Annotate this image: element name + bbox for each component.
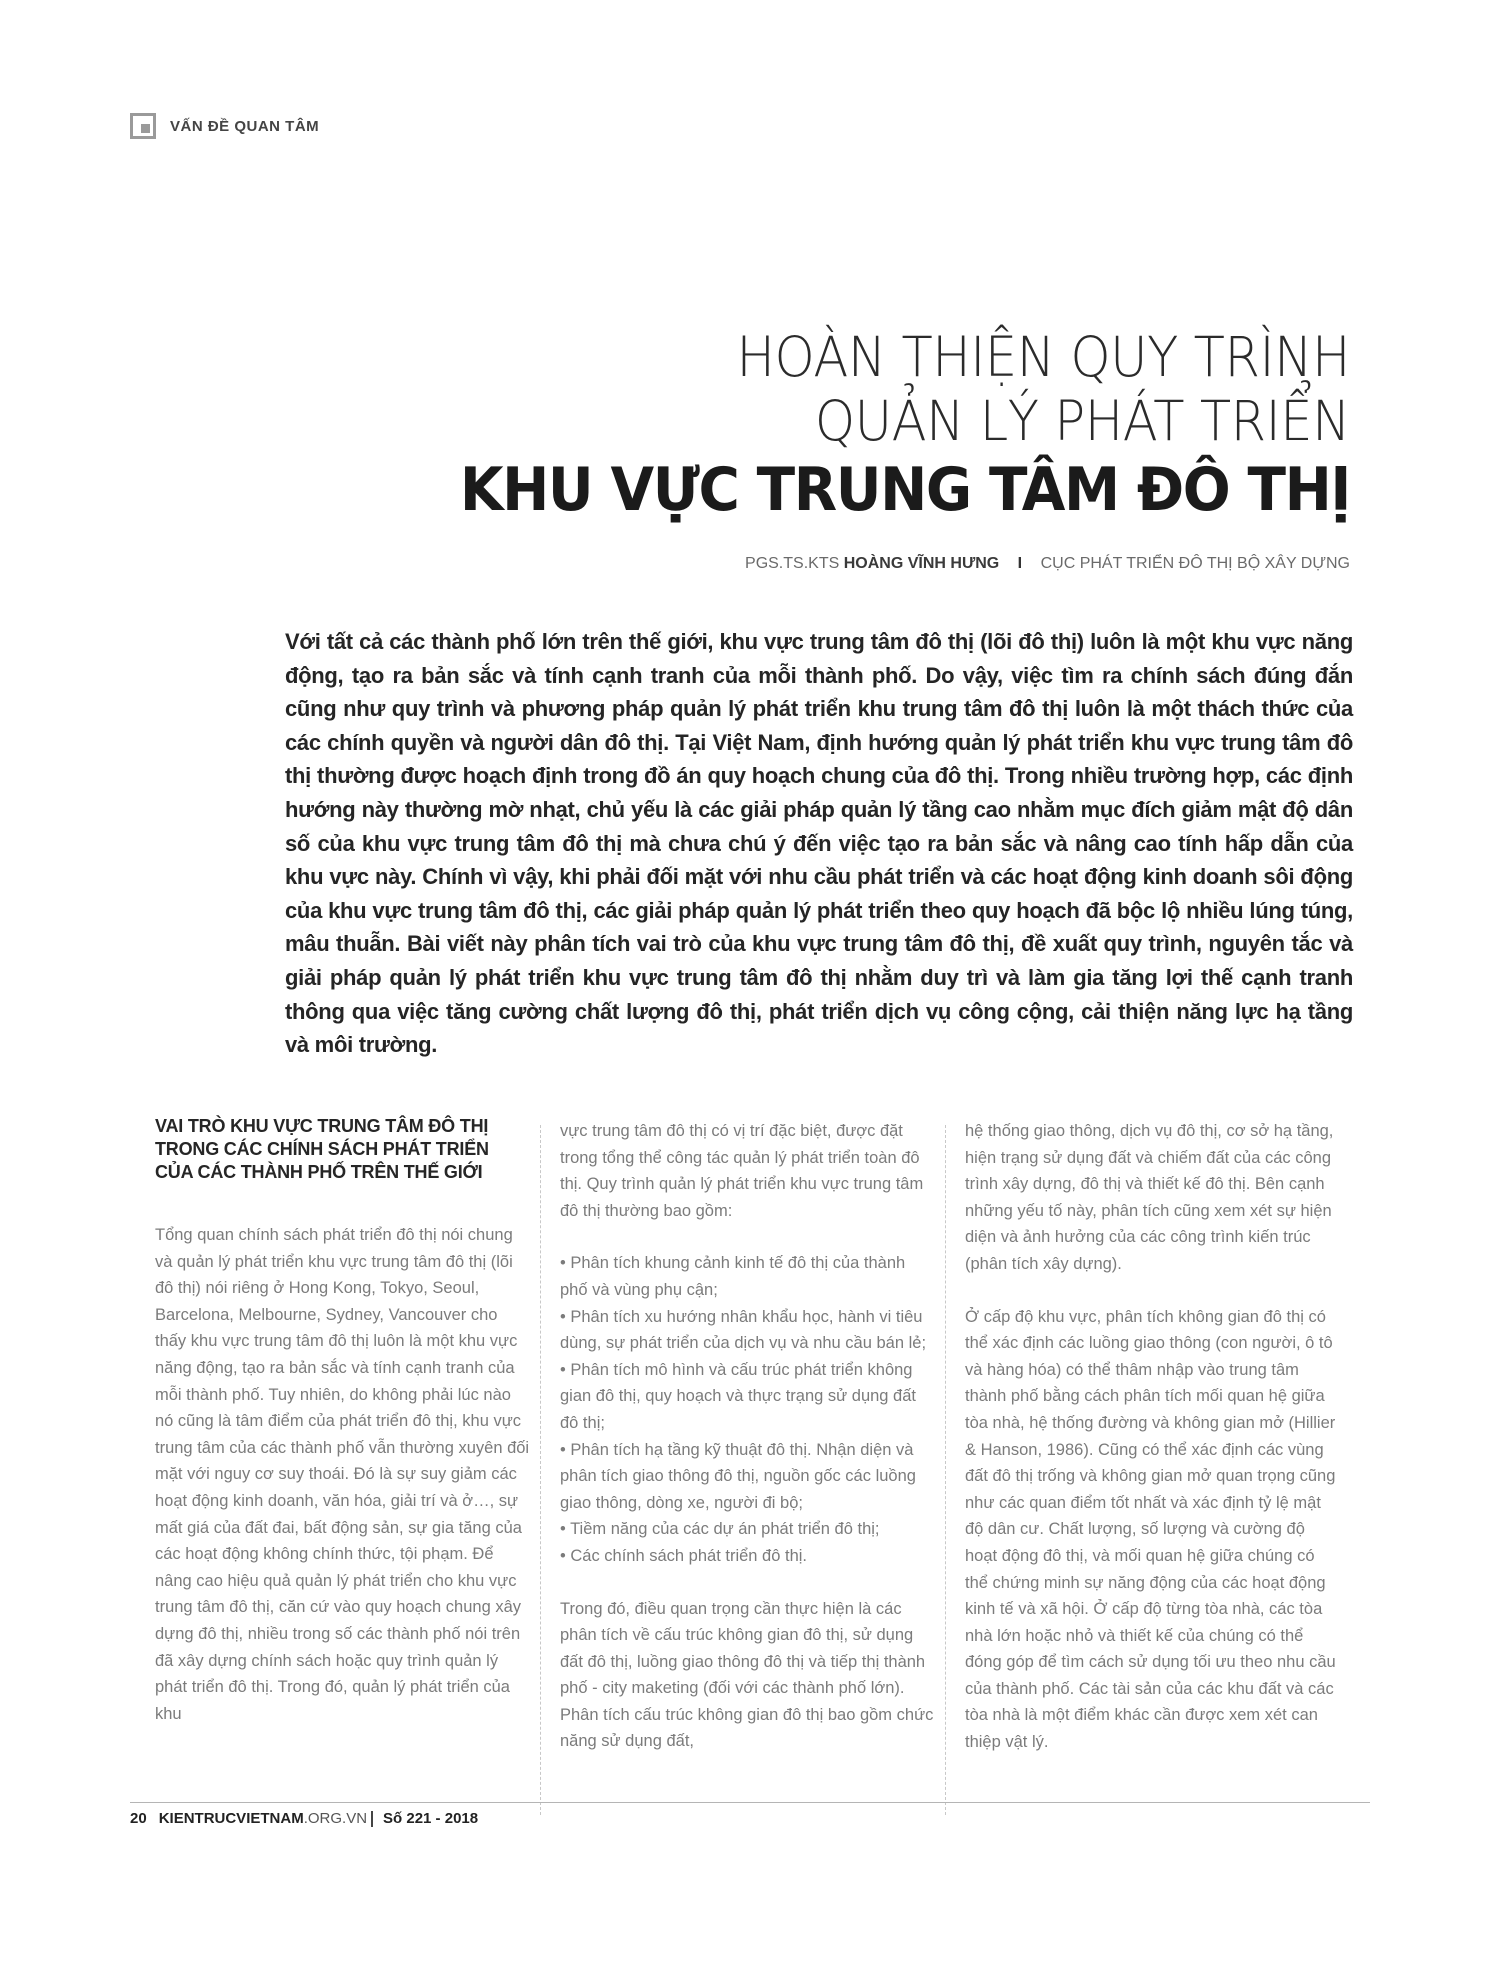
body-column-3: [965, 1118, 1340, 1782]
bullet-item: • Phân tích xu hướng nhân khẩu học, hành vi tiêu dùng, sự phát triển của dịch vụ và nhu cầu bán lẻ;: [560, 1307, 927, 1353]
section-label: VẤN ĐỀ QUAN TÂM: [170, 117, 320, 135]
issue-number: Số 221 - 2018: [383, 1810, 479, 1827]
footer-rule: [130, 1802, 1370, 1803]
magazine-logo-icon: [130, 113, 156, 139]
brand-domain: .ORG.VN: [303, 1810, 368, 1827]
article-title: [403, 325, 1350, 527]
body-paragraph: Tổng quan chính sách phát triển đô thị nói chung và quản lý phát triển khu vực trung tâm đô thị (lõi đô thị) nói riêng ở Hong Kong, Tokyo, Seoul, Barcelona, Melbourne, Sydney, Vancouver cho thấy khu vực trung tâm đô thị luôn là một khu vực năng động, tạo ra bản sắc và tính cạnh tranh của mỗi thành phố. Tuy nhiên, do không phải lúc nào nó cũng là tâm điểm của phát triển đô thị, khu vực trung tâm của các thành phố vẫn thường xuyên đối mặt với nguy cơ suy thoái. Đó là sự suy giảm các hoạt động kinh doanh, văn hóa, giải trí và ở…, sự mất giá của đất đai, bất động sản, sự gia tăng của các hoạt động không chính thức, tội phạm. Để nâng cao hiệu quả quản lý phát triển cho khu vực trung tâm đô thị, căn cứ vào quy hoạch chung xây dựng đô thị, nhiều trong số các thành phố nói trên đã xây dựng chính sách hoặc quy trình quản lý phát triển đô thị. Trong đó, quản lý phát triển của khu: [155, 1226, 530, 1723]
title-line-3: KHU VỰC TRUNG TÂM ĐÔ THỊ: [459, 455, 1350, 525]
bullet-list: [560, 1250, 935, 1569]
body-column-1: [155, 1115, 530, 1753]
body-paragraph: vực trung tâm đô thị có vị trí đặc biệt, được đặt trong tổng thể công tác quản lý phát triển toàn đô thị. Quy trình quản lý phát triển khu vực trung tâm đô thị thường bao gồm:: [560, 1122, 924, 1220]
body-paragraph: Ở cấp độ khu vực, phân tích không gian đô thị có thể xác định các luồng giao thông (con người, ô tô và hàng hóa) có thể thâm nhập vào trung tâm thành phố bằng cách phân tích mối quan hệ giữa tòa nhà, hệ thống đường và không gian mở (Hillier & Hanson, 1986). Cũng có thể xác định các vùng đất đô thị trống và không gian mở quan trọng cũng như các quan điểm tốt nhất và xác định tỷ lệ mật độ dân cư. Chất lượng, số lượng và cường độ hoạt động đô thị, và mối quan hệ giữa chúng có thể chứng minh sự năng động của các hoạt động kinh tế và xã hội. Ở cấp độ từng tòa nhà, các tòa nhà lớn hoặc nhỏ và thiết kế của chúng có thể đóng góp để tìm cách sử dụng tối ưu theo nhu cầu của thành phố. Các tài sản của các khu đất và các tòa nhà là một điểm khác cần được xem xét can thiệp vật lý.: [965, 1307, 1336, 1752]
magazine-website: [159, 1810, 367, 1827]
lead-paragraph: Với tất cả các thành phố lớn trên thế giới, khu vực trung tâm đô thị (lõi đô thị) luôn là một khu vực năng động, tạo ra bản sắc và tính cạnh tranh của mỗi thành phố. Do vậy, việc tìm ra chính sách đúng đắn cũng như quy trình và phương pháp quản lý phát triển khu trung tâm đô thị luôn là một thách thức của các chính quyền và người dân đô thị. Tại Việt Nam, định hướng quản lý phát triển khu vực trung tâm đô thị thường được hoạch định trong đồ án quy hoạch chung của đô thị. Trong nhiều trường hợp, các định hướng này thường mờ nhạt, chủ yếu là các giải pháp quản lý tầng cao nhằm mục đích giảm mật độ dân số của khu vực trung tâm đô thị mà chưa chú ý đến việc tạo ra bản sắc và nâng cao tính hấp dẫn của khu vực này. Chính vì vậy, khi phải đối mặt với nhu cầu phát triển và các hoạt động kinh doanh sôi động của khu vực trung tâm đô thị, các giải pháp quản lý phát triển theo quy hoạch đã bộc lộ nhiều lúng túng, mâu thuẫn. Bài viết này phân tích vai trò của khu vực trung tâm đô thị, đề xuất quy trình, nguyên tắc và giải pháp quản lý phát triển khu vực trung tâm đô thị nhằm duy trì và làm gia tăng lợi thế cạnh tranh thông qua việc tăng cường chất lượng đô thị, phát triển dịch vụ công cộng, cải thiện năng lực hạ tầng và môi trường.: [285, 629, 1353, 1058]
bullet-item: • Tiềm năng của các dự án phát triển đô thị;: [560, 1520, 880, 1539]
footer-separator: [371, 1811, 373, 1827]
bullet-item: • Phân tích khung cảnh kinh tế đô thị của thành phố và vùng phụ cận;: [560, 1254, 906, 1299]
bullet-item: • Phân tích mô hình và cấu trúc phát triển không gian đô thị, quy hoạch và thực trạng sử dụng đất đô thị;: [560, 1360, 916, 1432]
bullet-item: • Các chính sách phát triển đô thị.: [560, 1546, 808, 1565]
author-prefix: PGS.TS.KTS: [745, 555, 840, 572]
byline-separator: I: [1017, 555, 1023, 572]
title-line-1: HOÀN THIỆN QUY TRÌNH: [736, 325, 1350, 389]
body-column-2: [560, 1118, 935, 1781]
author-name: HOÀNG VĨNH HƯNG: [843, 555, 1000, 572]
column-divider: [540, 1125, 541, 1815]
bullet-item: • Phân tích hạ tầng kỹ thuật đô thị. Nhận diện và phân tích giao thông đô thị, nguồn gốc các luồng giao thông, dòng xe, người đi bộ;: [560, 1440, 916, 1512]
title-line-2: QUẢN LÝ PHÁT TRIỂN: [814, 389, 1350, 453]
section-heading: VAI TRÒ KHU VỰC TRUNG TÂM ĐÔ THỊ TRONG CÁC CHÍNH SÁCH PHÁT TRIỂN CỦA CÁC THÀNH PHỐ TRÊN THẾ GIỚI: [155, 1116, 489, 1182]
page-header: [130, 113, 319, 139]
byline: [745, 555, 1350, 573]
brand-name: KIENTRUCVIETNAM: [158, 1810, 304, 1827]
body-paragraph: Trong đó, điều quan trọng cần thực hiện là các phân tích về cấu trúc không gian đô thị, sử dụng đất đô thị, luồng giao thông đô thị và tiếp thị thành phố - city maketing (đối với các thành phố lớn). Phân tích cấu trúc không gian đô thị bao gồm chức năng sử dụng đất,: [560, 1599, 934, 1751]
body-paragraph: hệ thống giao thông, dịch vụ đô thị, cơ sở hạ tầng, hiện trạng sử dụng đất và chiếm đất của các công trình xây dựng, đô thị và thiết kế đô thị. Bên cạnh những yếu tố này, phân tích cũng xem xét sự hiện diện và ảnh hưởng của các công trình kiến trúc (phân tích xây dựng).: [965, 1122, 1334, 1273]
author-affiliation: CỤC PHÁT TRIỂN ĐÔ THỊ BỘ XÂY DỰNG: [1040, 555, 1350, 572]
page-number: 20: [130, 1810, 147, 1827]
column-divider: [945, 1125, 946, 1815]
page-footer: [130, 1810, 1370, 1827]
